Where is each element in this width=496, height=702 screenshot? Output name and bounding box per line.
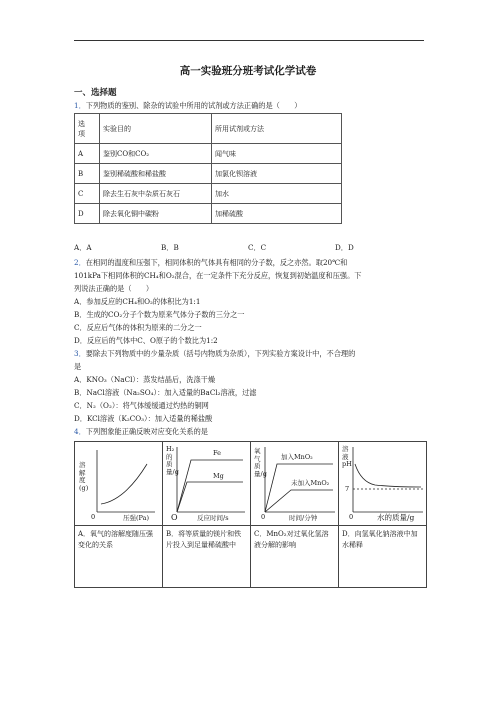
q3-option-b[interactable]: B．NaCl溶液（Na₂SO₄）：加入适量的BaCl₂溶液，过滤 xyxy=(74,388,257,397)
q2-text-1: 在相同的温度和压强下，相同体积的气体具有相同的分子数，反之亦然。取20℃和 xyxy=(85,258,348,267)
q3-text-1: 要除去下列物质中的少量杂质（括号内物质为杂质），下列实验方案设计中，不合理的 xyxy=(85,349,356,358)
cell-label: B xyxy=(75,164,100,184)
graph-b-series-mg: Mg xyxy=(213,472,224,480)
table-row xyxy=(75,184,342,204)
no-mno2-line xyxy=(265,490,333,512)
graph-b-series-fe: Fe xyxy=(213,449,222,457)
q4-number: 4． xyxy=(74,427,86,436)
graph-c-ylabel: 氧气质量/g xyxy=(254,447,267,478)
q4-graph-table xyxy=(74,441,427,588)
graph-c-xlabel: 时间/分钟 xyxy=(289,514,318,522)
q2-option-d[interactable]: D．反应后的气体中C、O原子的个数比为1:2 xyxy=(74,336,218,345)
graph-d-ylabel: 溶液pH xyxy=(342,445,352,468)
header-purpose: 实验目的 xyxy=(100,114,212,144)
q4-stem xyxy=(74,427,208,436)
graph-c-series-no-mno2: 未加入MnO₂ xyxy=(291,479,330,487)
table-row xyxy=(75,164,342,184)
q4-option-a[interactable]: A．氧气的溶解度随压强变化的关系 xyxy=(75,526,163,588)
q1-option-a[interactable]: A．A xyxy=(74,243,92,252)
q3-number: 3． xyxy=(74,349,86,358)
q1-number: 1． xyxy=(74,101,86,110)
q2-option-b[interactable]: B．生成的CO₂分子个数为原来气体分子数的三分之一 xyxy=(74,310,245,319)
cell-method: 加氯化钡溶液 xyxy=(212,164,342,184)
q3-text-2: 是 xyxy=(74,362,82,371)
q1-stem xyxy=(74,101,301,110)
section-heading: 一、选择题 xyxy=(74,88,117,98)
header-rule xyxy=(74,40,424,41)
q1-option-d[interactable]: D．D xyxy=(335,243,354,252)
graph-cell-d xyxy=(339,442,427,526)
mno2-line xyxy=(265,464,333,512)
q4-option-c[interactable]: C．MnO₂对过氧化氢溶液分解的影响 xyxy=(251,526,339,588)
q2-number: 2． xyxy=(74,258,86,267)
header-option: 选 项 xyxy=(75,114,100,144)
graph-a-ylabel: 溶解度(g) xyxy=(79,461,89,492)
q4-text: 下列图象能正确反映对应变化关系的是 xyxy=(85,427,208,436)
q1-text: 下列物质的鉴别、除杂的试验中所用的试剂或方法正确的是（ ） xyxy=(85,101,302,110)
cell-method: 加水 xyxy=(212,184,342,204)
q1-option-c[interactable]: C．C xyxy=(248,243,267,252)
q1-table xyxy=(74,113,342,224)
graph-c-origin: 0 xyxy=(261,513,266,521)
cell-purpose: 除去生石灰中杂质石灰石 xyxy=(100,184,212,204)
graph-cell-c xyxy=(251,442,339,526)
q4-option-d[interactable]: D．向氢氧化钠溶液中加水稀释 xyxy=(339,526,427,588)
graph-b-xlabel: 反应时间/s xyxy=(197,514,229,522)
cell-purpose: 除去氧化铜中碳粉 xyxy=(100,204,212,224)
graph-d-origin: 0 xyxy=(349,513,354,521)
q2-stem-line xyxy=(74,258,347,267)
q4-option-b[interactable]: B．将等质量的镁片和铁片投入到足量稀硫酸中 xyxy=(163,526,251,588)
graph-a-svg xyxy=(75,442,162,525)
graph-b xyxy=(163,442,250,525)
graph-c-series-mno2: 加入MnO₂ xyxy=(281,453,313,461)
ph-curve xyxy=(355,464,421,487)
q2-text-2: 101kPa下相同体积的CH₄和O₂混合，在一定条件下充分反应，恢复到初始温度和压强。下 xyxy=(74,271,362,280)
q2-option-c[interactable]: C．反应后气体的体积为原来的二分之一 xyxy=(74,323,202,332)
header-method: 所用试剂或方法 xyxy=(212,114,342,144)
solubility-curve xyxy=(101,464,147,504)
q3-option-a[interactable]: A．KNO₃（NaCl）：蒸发结晶后，洗涤干燥 xyxy=(74,375,216,384)
q3-option-d[interactable]: D．KCl溶液（K₂CO₃）：加入适量的稀盐酸 xyxy=(74,414,213,423)
cell-label: A xyxy=(75,144,100,164)
q3-option-c[interactable]: C．N₂（O₂）：将气体缓缓通过灼热的铜网 xyxy=(74,401,209,410)
table-header-row xyxy=(75,114,342,144)
graph-d-ph7-label: 7 xyxy=(345,485,350,493)
graph-d xyxy=(339,442,426,525)
cell-method: 加稀硫酸 xyxy=(212,204,342,224)
graph-a-xlabel: 压强(Pa) xyxy=(123,514,150,522)
graph-b-ylabel: H₂的质量/g xyxy=(166,445,179,476)
cell-method: 闻气味 xyxy=(212,144,342,164)
q3-stem-line xyxy=(74,349,355,358)
cell-label: D xyxy=(75,204,100,224)
q1-option-b[interactable]: B．B xyxy=(161,243,179,252)
fe-line xyxy=(177,460,243,512)
graph-cell-a xyxy=(75,442,163,526)
mg-line xyxy=(177,482,243,512)
exam-title: 高一实验班分班考试化学试卷 xyxy=(179,65,317,77)
graph-a xyxy=(75,442,162,525)
cell-label: C xyxy=(75,184,100,204)
graph-d-xlabel: 水的质量/g xyxy=(377,513,415,522)
q2-option-a[interactable]: A．参加反应的CH₄和O₂的体积比为1:1 xyxy=(74,297,201,306)
q2-text-3: 列说法正确的是（ ） xyxy=(74,284,154,293)
cell-purpose: 鉴别稀硫酸和稀盐酸 xyxy=(100,164,212,184)
graph-a-origin: 0 xyxy=(91,513,96,521)
table-row xyxy=(75,144,342,164)
cell-purpose: 鉴别CO和CO₂ xyxy=(100,144,212,164)
graph-b-origin: O xyxy=(171,513,178,522)
table-row xyxy=(75,204,342,224)
graph-c xyxy=(251,442,338,525)
graph-cell-b xyxy=(163,442,251,526)
